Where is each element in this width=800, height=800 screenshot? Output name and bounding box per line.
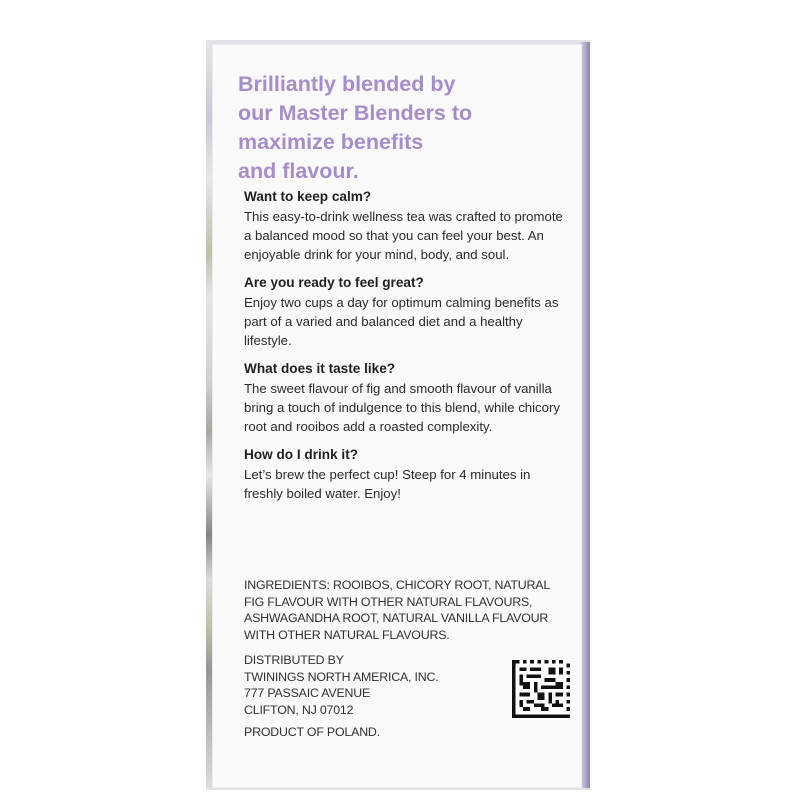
- section-answer: This easy-to-drink wellness tea was crafted to promote a balanced mood so that you can feel your best. An enjoyable drink for your mind, body, and soul.: [244, 209, 563, 262]
- section-question: Want to keep calm?: [244, 189, 372, 204]
- datamatrix-code-icon: [512, 660, 570, 718]
- distributor-address: [244, 652, 484, 718]
- section-question: How do I drink it?: [244, 447, 359, 462]
- country-of-origin: PRODUCT OF POLAND.: [244, 725, 380, 739]
- headline: Brilliantly blended by our Master Blenders to maximize benefits and flavour.: [238, 72, 473, 183]
- distributor-line: CLIFTON, NJ 07012: [244, 702, 354, 717]
- distributor-line: DISTRIBUTED BY: [244, 653, 344, 667]
- section-keep-calm: [244, 187, 564, 264]
- section-question: What does it taste like?: [244, 361, 396, 376]
- section-question: Are you ready to feel great?: [244, 275, 424, 290]
- section-feel-great: [244, 273, 564, 350]
- ingredients-text: INGREDIENTS: ROOIBOS, CHICORY ROOT, NATURAL FIG FLAVOUR WITH OTHER NATURAL FLAVOURS, ASHWAGANDHA ROOT, NATURAL VANILLA FLAVOUR WITH OTHER NATURAL FLAVOURS.: [244, 578, 550, 642]
- section-answer: Let’s brew the perfect cup! Steep for 4 minutes in freshly boiled water. Enjoy!: [244, 467, 531, 501]
- info-sections: [244, 187, 564, 512]
- section-taste: [244, 359, 564, 436]
- distributor-line: 777 PASSAIC AVENUE: [244, 686, 371, 700]
- section-answer: The sweet flavour of fig and smooth flavour of vanilla bring a touch of indulgence to this blend, while chicory root and rooibos add a roasted complexity.: [244, 381, 560, 434]
- section-answer: Enjoy two cups a day for optimum calming benefits as part of a varied and balanced diet and a healthy lifestyle.: [244, 295, 559, 348]
- section-drink: [244, 445, 564, 503]
- distributor-line: TWININGS NORTH AMERICA, INC.: [244, 669, 439, 684]
